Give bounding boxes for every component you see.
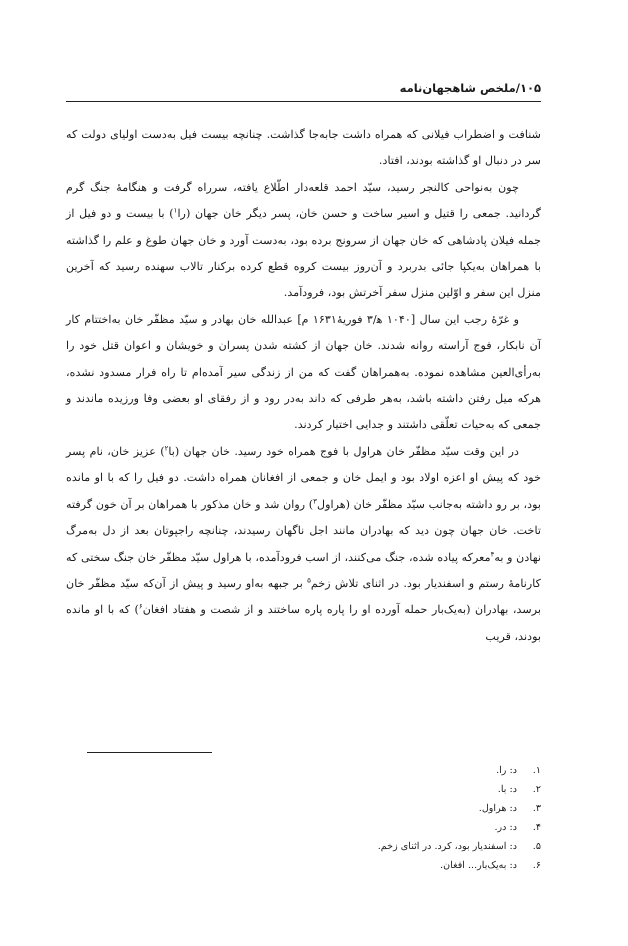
text-run: ) روان شد و خان مذکور با همراهان بر آن خون گرفته تاخت. خان جهان چون دید که بهادران مانند اجل ناگهان رسیدند، چنانچه راجپوتان بعد از دل به‌مرگ نهادن و به bbox=[66, 497, 541, 564]
footnote-number: ۶. bbox=[532, 860, 541, 871]
footnote-ref: ۱ bbox=[173, 206, 178, 215]
text-run: معرکه پیاده شده، جنگ می‌کنند، از اسب فرودآمده، با هراول سیّد مظفّر خان جنگ سختی که کارنامهٔ رستم و اسفندیار بود. در اثنای تلاش زخم bbox=[66, 550, 541, 590]
footnote-text: د: را. bbox=[496, 765, 517, 776]
footnote-number: ۲. bbox=[532, 784, 541, 795]
footnotes bbox=[66, 761, 541, 875]
paragraph bbox=[66, 307, 541, 439]
text-run: ) عزیز خان، نام پسر خود که پیش او اعزه اولاد بود و ایمل خان و جمعی از افغانان همراه داشت. دو فیل را که با او مانده بود، بر رو داشته به‌جانب سیّد مظفّر خان (هراول bbox=[66, 444, 541, 511]
footnote bbox=[66, 856, 541, 875]
text-run: ) که با او مانده بودند، قریب bbox=[66, 603, 541, 643]
footnote-ref: ۳ bbox=[313, 496, 317, 505]
footnote-number: ۵. bbox=[532, 841, 541, 852]
footnote-text: د: به‌یک‌بار... افغان. bbox=[440, 860, 517, 871]
footnote-ref: ۴ bbox=[490, 549, 495, 558]
footnote-rule bbox=[87, 752, 212, 753]
footnote-text: د: با. bbox=[497, 784, 517, 795]
text-run: ) با بیست و دو فیل از جمله فیلان پادشاهی که خان جهان از سرونج برده بود، به‌دست آورد و خان جهان طوغ و علم را گذاشته با همراهان به‌یکپا جائی بدربرد و آن‌روز بیست کروه قطع کرده برکنار تالاب سهنده رسید که آخرین منزل این سفر و اوّلین منزل سفر آخرتش بود، فرودآمد. bbox=[66, 207, 541, 300]
running-header: ۱۰۵/ملخص شاهجهان‌نامه bbox=[399, 81, 541, 95]
footnote bbox=[66, 818, 541, 837]
footnote-text: د: اسفندیار بود، کرد. در اثنای زخم. bbox=[377, 841, 517, 852]
footnote-number: ۴. bbox=[532, 822, 541, 833]
footnote-ref: ۵ bbox=[307, 576, 311, 585]
paragraph bbox=[66, 122, 541, 175]
footnote bbox=[66, 780, 541, 799]
footnote-ref: ۶ bbox=[138, 602, 143, 611]
header-rule bbox=[66, 101, 541, 102]
body-text bbox=[66, 122, 541, 650]
text-run: بر جبهه به‌او رسید و پیش از آن‌که سیّد مظفّر خان برسد، بهادران (به‌یک‌بار حمله آورده او را پاره پاره ساختند و از شصت و هفتاد افغان bbox=[66, 576, 541, 617]
footnote-number: ۱. bbox=[532, 765, 541, 776]
footnote-text: د: هراول. bbox=[478, 803, 517, 814]
footnote-ref: ۲ bbox=[164, 444, 169, 453]
text-run: شنافت و اضطراب فیلانی که همراه داشت جابه‌جا گذاشت. چنانچه بیست فیل به‌دست اولیای دولت که سر در دنبال او گذاشته بودند، افتاد. bbox=[66, 128, 541, 168]
footnote-number: ۳. bbox=[532, 803, 541, 814]
text-run: و غرّهٔ رجب این سال [۱۰۴۰ ه‍/۳ فوریهٔ۱۶۳۱ م] عبدالله خان بهادر و سیّد مظفّر خان به‌اختتام کار آن نابکار، فوج آراسته روانه شدند. خان جهان از کشته شدن پسران و خویشان و اعوان قتل خود را به‌رأی‌العین مشاهده نموده. به‌همراهان گفت که من از زندگی سیر آمده‌ام تا راه فرار مسدود نشده، هرکه میل رفتن داشته باشد، به‌هر طرفی که داند به‌در رود و از رفقای او بعضی وفا ورزیده ماندند و جمعی که به‌حیات تعلّقی داشتند و جدایی اختیار کردند. bbox=[66, 312, 541, 432]
footnote-text: د: در. bbox=[494, 822, 517, 833]
footnote bbox=[66, 761, 541, 780]
text-run: در این وقت سیّد مظفّر خان هراول با فوج همراه خود رسید. خان جهان (با bbox=[168, 444, 519, 458]
footnote bbox=[66, 837, 541, 856]
paragraph bbox=[66, 439, 541, 650]
paragraph bbox=[66, 175, 541, 307]
text-run: چون به‌نواحی کالنجر رسید، سیّد احمد قلعه‌دار اطّلاع یافته، سرراه گرفت و هنگامهٔ جنگ گرم گردانید. جمعی را قتیل و اسیر ساخت و حسن خان، پسر دیگر خان جهان (را bbox=[66, 180, 541, 221]
footnote bbox=[66, 799, 541, 818]
